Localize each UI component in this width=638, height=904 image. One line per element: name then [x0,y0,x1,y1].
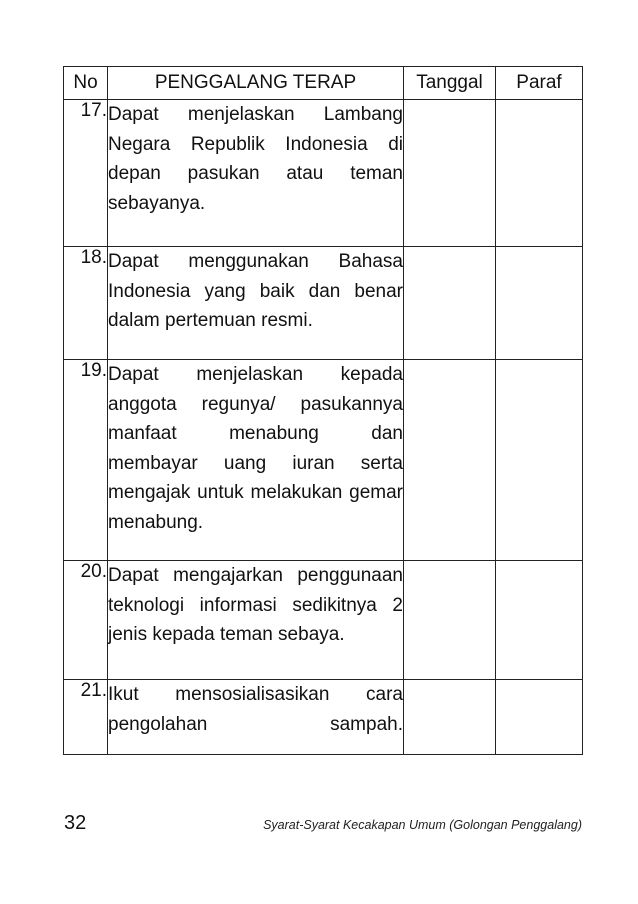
page-number: 32 [64,812,87,834]
row-number: 20. [64,561,108,680]
date-cell[interactable] [404,680,496,755]
requirement-text: Dapat menjelaskan kepada anggota regunya/ pasukannya manfaat menabung dan membayar uang iuran serta mengajak untuk melakukan gemar menabung. [108,360,404,561]
signature-cell[interactable] [496,561,583,680]
table-row [64,680,583,755]
requirement-text: Dapat menjelaskan Lambang Negara Republik Indonesia di depan pasukan atau teman sebayanya. [108,100,404,247]
signature-cell[interactable] [496,247,583,360]
date-cell[interactable] [404,561,496,680]
row-number: 19. [64,360,108,561]
table-row [64,247,583,360]
header-item: PENGGALANG TERAP [108,67,404,100]
date-cell[interactable] [404,100,496,247]
requirement-text: Dapat mengajarkan penggunaan teknologi informasi sedikitnya 2 jenis kepada teman sebaya. [108,561,404,680]
row-number: 21. [64,680,108,755]
header-date: Tanggal [404,67,496,100]
table-row [64,360,583,561]
requirement-text: Ikut mensosialisasikan cara pengolahan sampah. [108,680,404,755]
book-title: Syarat-Syarat Kecakapan Umum (Golongan Penggalang) [263,818,582,832]
table-row [64,561,583,680]
row-number: 18. [64,247,108,360]
date-cell[interactable] [404,360,496,561]
table-row [64,100,583,247]
row-number: 17. [64,100,108,247]
header-no: No [64,67,108,100]
date-cell[interactable] [404,247,496,360]
checklist-table [63,66,583,755]
signature-cell[interactable] [496,100,583,247]
signature-cell[interactable] [496,360,583,561]
signature-cell[interactable] [496,680,583,755]
header-sign: Paraf [496,67,583,100]
requirement-text: Dapat menggunakan Bahasa Indonesia yang baik dan benar dalam pertemuan resmi. [108,247,404,360]
table-header-row [64,67,583,100]
